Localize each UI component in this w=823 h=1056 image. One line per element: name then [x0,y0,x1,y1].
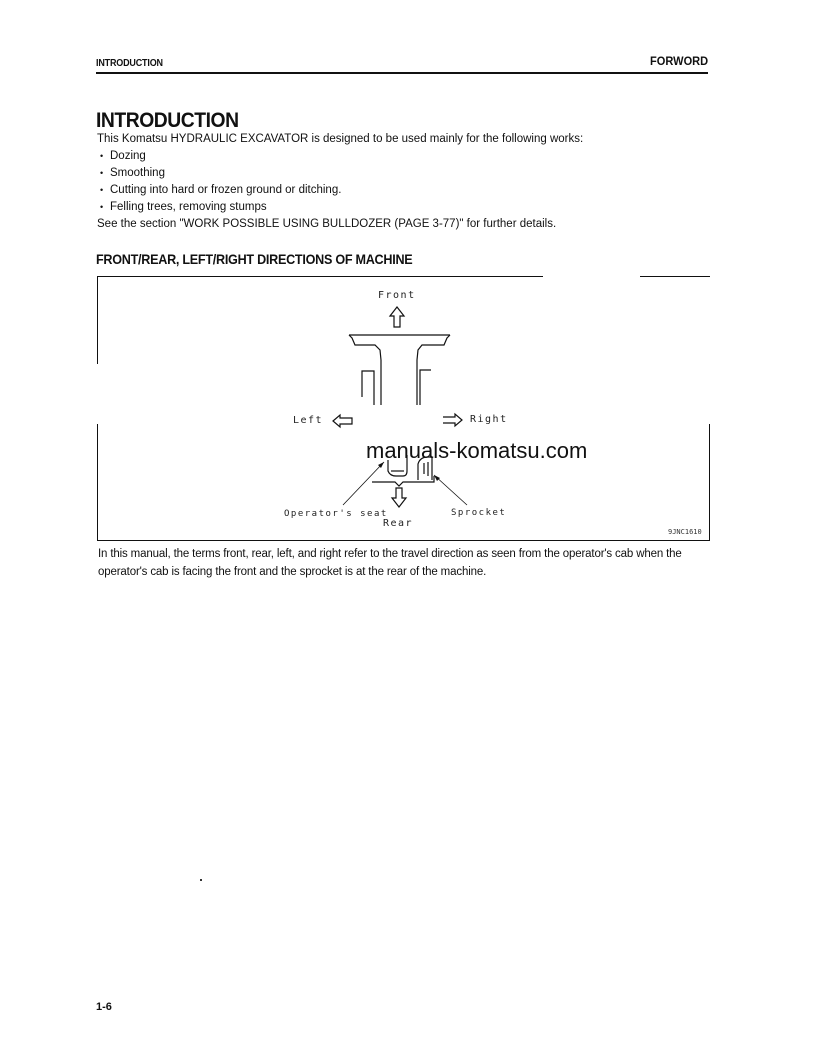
list-item: • Smoothing [100,165,341,182]
running-header-section: INTRODUCTION [96,58,163,69]
blade-shape [349,335,450,405]
list-item: • Cutting into hard or frozen ground or ditching. [100,182,341,199]
arrow-right-icon [443,414,462,426]
operator-seat-label: Operator's seat [284,509,388,519]
rear-label: Rear [383,518,414,529]
figure-id: 9JNC1610 [668,528,702,536]
list-item: • Felling trees, removing stumps [100,199,341,216]
front-label: Front [378,290,416,301]
reference-note: See the section "WORK POSSIBLE USING BULLDOZER (PAGE 3-77)" for further details. [97,218,557,230]
list-item: • Dozing [100,148,341,165]
sprocket-leader-line [434,475,467,505]
arrow-down-icon [392,488,406,507]
undercarriage-line [372,476,434,486]
left-label: Left [293,415,324,426]
right-label: Right [470,414,508,425]
seat-leader-line [343,462,384,505]
sprocket-label: Sprocket [451,508,507,518]
page-number: 1-6 [96,1001,112,1013]
track-shapes [362,370,431,405]
speck [200,879,202,881]
intro-paragraph: This Komatsu HYDRAULIC EXCAVATOR is designed to be used mainly for the following works: [97,133,584,145]
running-header-chapter: FORWORD [649,54,708,68]
section-heading: FRONT/REAR, LEFT/RIGHT DIRECTIONS OF MACHINE [96,251,413,267]
page-title: INTRODUCTION [96,109,239,132]
arrow-up-icon [390,307,404,327]
arrow-left-icon [333,415,352,427]
watermark: manuals-komatsu.com [366,438,588,463]
direction-description: In this manual, the terms front, rear, left, and right refer to the travel direction as seen from the operator's cab when the operator's cab is facing the front and the sprocket is at the rear of the machine. [98,548,682,578]
